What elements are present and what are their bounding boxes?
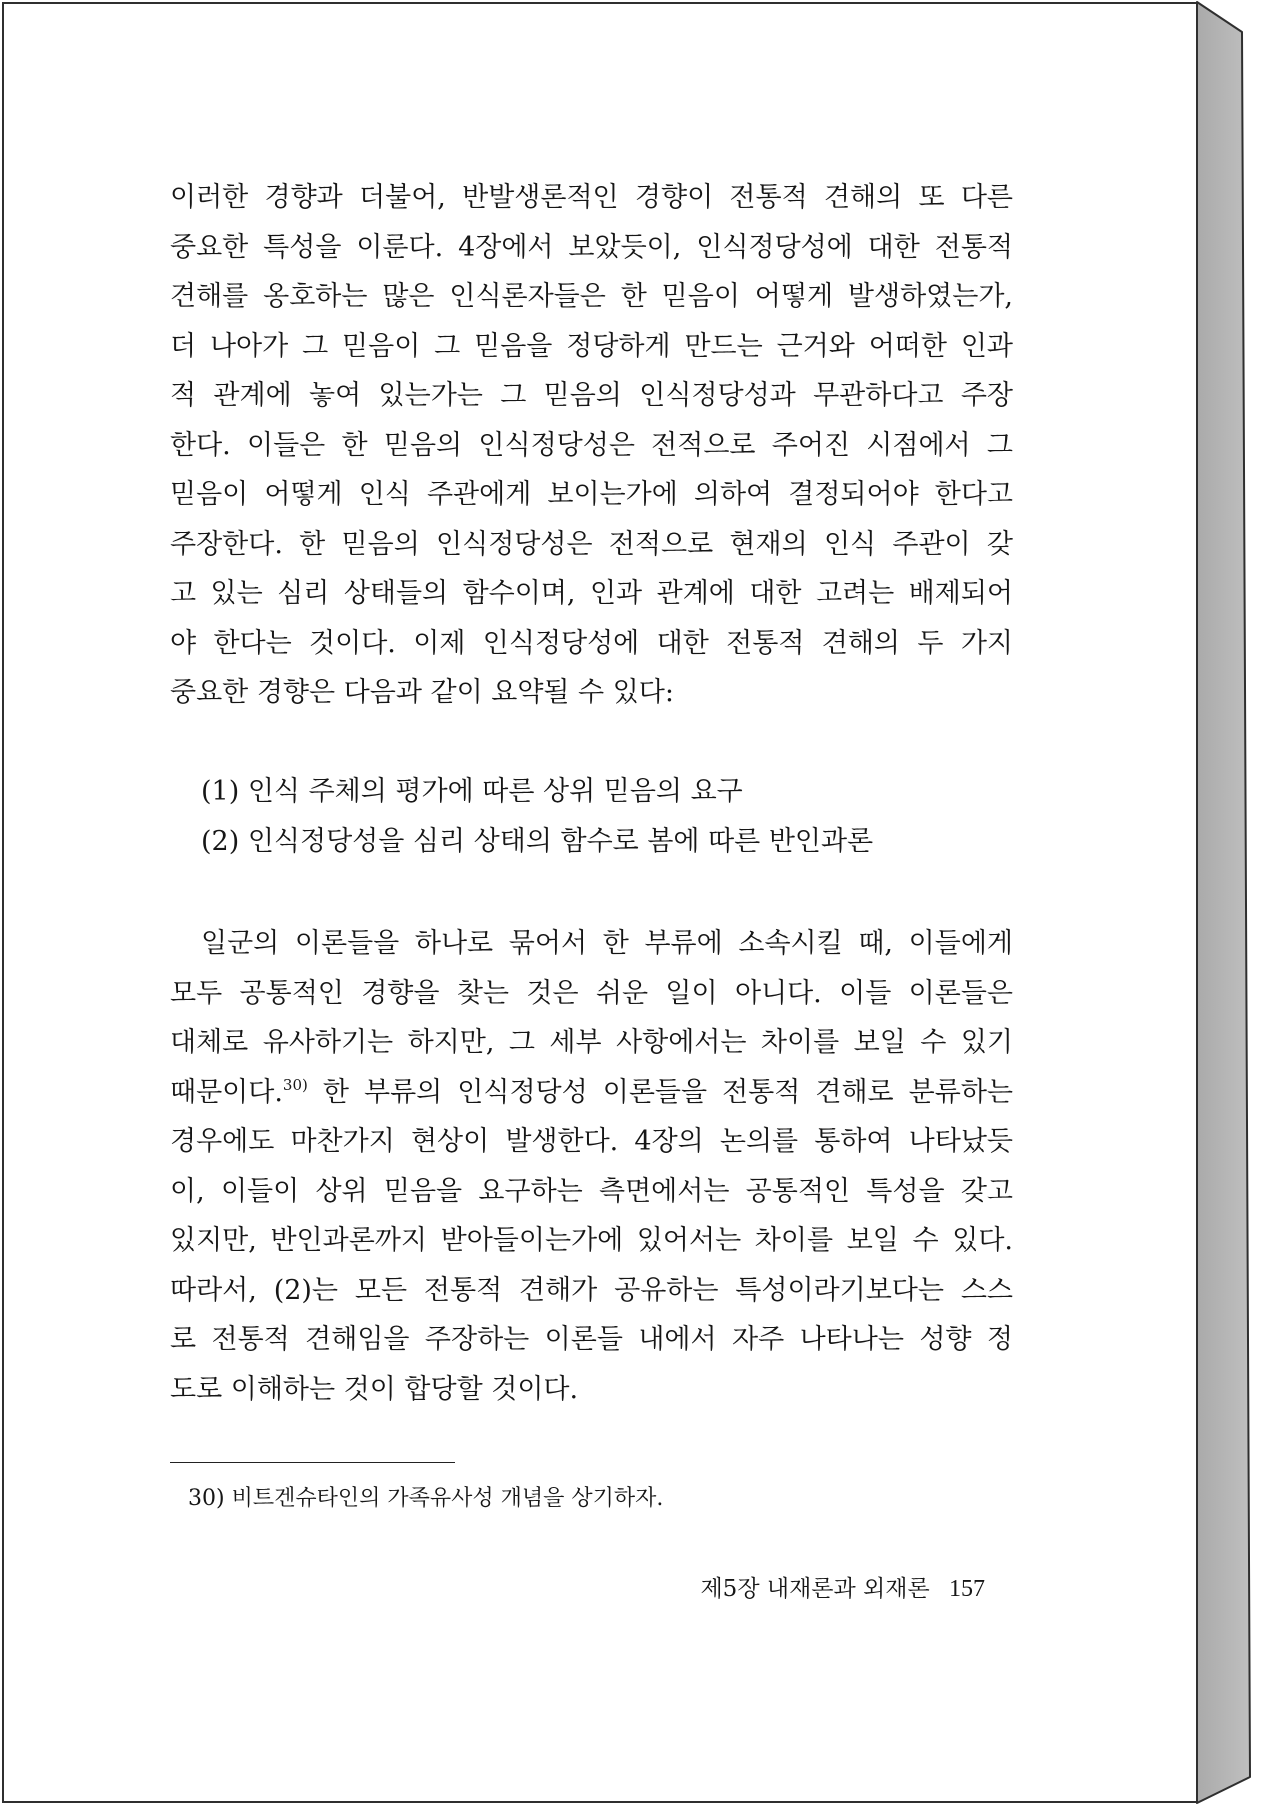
text-line: 적 관계에 놓여 있는가는 그 믿음의 인식정당성과 무관하다고 주장 xyxy=(170,380,1013,411)
text-line: 한다. 이들은 한 믿음의 인식정당성은 전적으로 주어진 시점에서 그 xyxy=(170,429,1013,461)
list-item-text: 인식정당성을 심리 상태의 함수로 봄에 따른 반인과론 xyxy=(247,825,874,857)
list-item-marker: (1) xyxy=(201,776,240,807)
list-item xyxy=(201,817,1013,867)
text-line xyxy=(170,1068,1013,1118)
text-line: 로 전통적 견해임을 주장하는 이론들 내에서 자주 나타나는 성향 정 xyxy=(170,1324,1013,1355)
list-item-text: 인식 주체의 평가에 따른 상위 믿음의 요구 xyxy=(247,776,743,807)
footnote-reference: 30) xyxy=(282,1075,308,1094)
text-line: 믿음이 어떻게 인식 주관에게 보이는가에 의하여 결정되어야 한다고 xyxy=(170,479,1013,510)
text-line: 경우에도 마찬가지 현상이 발생한다. 4장의 논의를 통하여 나타났듯 xyxy=(170,1126,1013,1157)
list-item-marker: (2) xyxy=(201,825,240,857)
text-line: 더 나아가 그 믿음이 그 믿음을 정당하게 만드는 근거와 어떠한 인과 xyxy=(170,330,1013,362)
list-item xyxy=(201,767,1013,817)
text-segment: 한 부류의 인식정당성 이론들을 전통적 견해로 분류하는 xyxy=(322,1076,1013,1108)
text-line: 따라서, (2)는 모든 전통적 견해가 공유하는 특성이라기보다는 스스 xyxy=(170,1274,1013,1306)
footnote-marker: 30) xyxy=(188,1486,225,1511)
text-line: 이러한 경향과 더불어, 반발생론적인 경향이 전통적 견해의 또 다른 xyxy=(170,182,1013,213)
book-page xyxy=(2,2,1198,1803)
text-line: 중요한 경향은 다음과 같이 요약될 수 있다: xyxy=(170,677,674,708)
text-line: 견해를 옹호하는 많은 인식론자들은 한 믿음이 어떻게 발생하였는가, xyxy=(170,281,1013,312)
running-footer xyxy=(700,1574,985,1604)
footnote-separator xyxy=(170,1462,455,1463)
footnote-text: 비트겐슈타인의 가족유사성 개념을 상기하자. xyxy=(231,1486,664,1511)
text-segment: 때문이다. xyxy=(170,1076,283,1108)
text-line: 대체로 유사하기는 하지만, 그 세부 사항에서는 차이를 보일 수 있기 xyxy=(170,1027,1013,1058)
paragraph-2 xyxy=(170,919,1013,1414)
text-line: 일군의 이론들을 하나로 묶어서 한 부류에 소속시킬 때, 이들에게 xyxy=(201,928,1013,959)
chapter-title: 제5장 내재론과 외재론 xyxy=(700,1576,930,1602)
page-number: 157 xyxy=(949,1576,985,1602)
paragraph-1 xyxy=(170,173,1013,718)
text-line: 고 있는 심리 상태들의 함수이며, 인과 관계에 대한 고려는 배제되어 xyxy=(170,578,1013,609)
text-line: 도로 이해하는 것이 합당할 것이다. xyxy=(170,1373,579,1405)
text-line: 이, 이들이 상위 믿음을 요구하는 측면에서는 공통적인 특성을 갖고 xyxy=(170,1175,1013,1207)
numbered-list xyxy=(201,767,1013,866)
text-line: 있지만, 반인과론까지 받아들이는가에 있어서는 차이를 보일 수 있다. xyxy=(170,1225,1013,1256)
text-line: 중요한 특성을 이룬다. 4장에서 보았듯이, 인식정당성에 대한 전통적 xyxy=(170,231,1013,263)
footnote xyxy=(188,1484,663,1514)
text-line: 모두 공통적인 경향을 찾는 것은 쉬운 일이 아니다. 이들 이론들은 xyxy=(170,977,1013,1009)
text-line: 주장한다. 한 믿음의 인식정당성은 전적으로 현재의 인식 주관이 갖 xyxy=(170,528,1013,560)
text-line: 야 한다는 것이다. 이제 인식정당성에 대한 전통적 견해의 두 가지 xyxy=(170,627,1013,659)
